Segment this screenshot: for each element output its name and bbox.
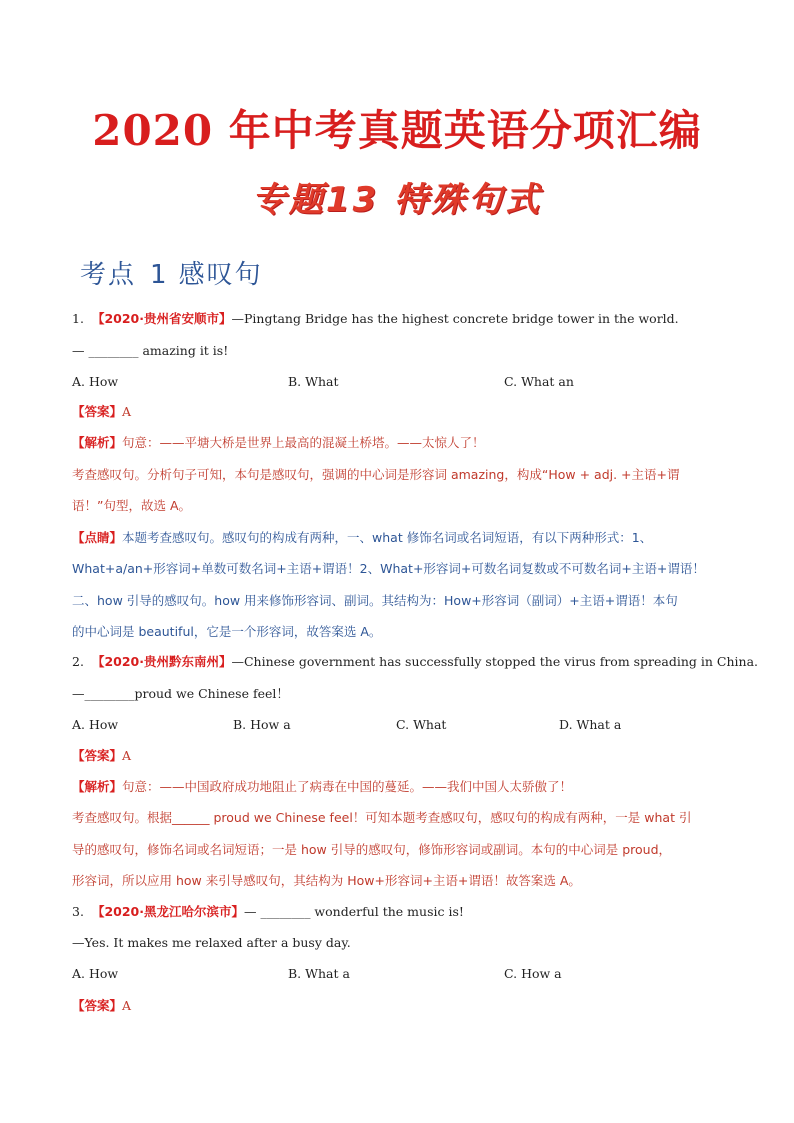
- question-2-reply: —________proud we Chinese feel！: [72, 686, 289, 701]
- question-1-point-line3: 二、how 引导的感叹句。how 用来修饰形容词、副词。其结构为：How+形容词（副词）+主语+谓语！本句: [72, 593, 678, 608]
- question-3-reply: —Yes. It makes me relaxed after a busy day.: [72, 935, 351, 950]
- question-1-analysis-line3: 语！”句型，故选 A。: [72, 498, 192, 513]
- question-2-option-d: D. What a: [559, 717, 622, 732]
- question-2-source: 【2020·贵州黔东南州】: [91, 654, 232, 669]
- question-2-option-c: C. What: [396, 717, 447, 732]
- question-1-point-line2: What+a/an+形容词+单数可数名词+主语+谓语！2、What+形容词+可数名词复数或不可数名词+主语+谓语！: [72, 561, 705, 576]
- question-2-analysis-line3: 导的感叹句，修饰名词或名词短语；一是 how 引导的感叹句，修饰形容词或副词。本句的中心词是 proud，: [72, 842, 672, 857]
- question-3-stem: 3. 【2020·黑龙江哈尔滨市】— ________ wonderful the music is!: [72, 904, 464, 919]
- question-1-point-line4: 的中心词是 beautiful，它是一个形容词，故答案选 A。: [72, 624, 382, 639]
- question-2-analysis-line2: 考查感叹句。根据______ proud we Chinese feel！可知本题考查感叹句，感叹句的构成有两种，一是 what 引: [72, 810, 692, 825]
- question-3-source: 【2020·黑龙江哈尔滨市】: [91, 904, 244, 919]
- question-2-analysis-line4: 形容词，所以应用 how 来引导感叹句，其结构为 How+形容词+主语+谓语！故答案选 A。: [72, 873, 581, 888]
- question-1-stem: 1. 【2020·贵州省安顺市】—Pingtang Bridge has the highest concrete bridge tower in the world.: [72, 311, 679, 326]
- section-heading: [80, 254, 263, 291]
- question-1-reply: — ________ amazing it is!: [72, 343, 229, 358]
- question-2-stem: 2. 【2020·贵州黔东南州】—Chinese government has successfully stopped the virus from spreading in China.: [72, 654, 759, 669]
- question-3-answer: 【答案】A: [72, 998, 132, 1013]
- question-3-option-b: B. What a: [288, 966, 350, 981]
- section-name: 感叹句: [178, 260, 263, 290]
- question-1-option-a: A. How: [72, 374, 119, 389]
- question-2-analysis: 【解析】句意：——中国政府成功地阻止了病毒在中国的蔓延。——我们中国人太骄傲了！: [72, 779, 573, 794]
- page-subtitle: 专题13 特殊句式: [251, 180, 543, 220]
- question-3-option-a: A. How: [72, 966, 119, 981]
- question-1-source: 【2020·贵州省安顺市】: [91, 311, 232, 326]
- section-number: 1: [150, 260, 169, 290]
- question-1-analysis: 【解析】句意：——平塘大桥是世界上最高的混凝土桥塔。——太惊人了！: [72, 435, 485, 450]
- question-2-option-b: B. How a: [233, 717, 291, 732]
- question-1-option-c: C. What an: [504, 374, 574, 389]
- question-1-answer: 【答案】A: [72, 404, 132, 419]
- question-2-answer: 【答案】A: [72, 748, 132, 763]
- section-label: 考点: [80, 260, 137, 290]
- question-1-analysis-line2: 考查感叹句。分析句子可知，本句是感叹句，强调的中心词是形容词 amazing，构成“How + adj. +主语+谓: [72, 467, 680, 482]
- question-3-option-c: C. How a: [504, 966, 562, 981]
- page-title: 2020 年中考真题英语分项汇编: [92, 106, 702, 155]
- question-1-option-b: B. What: [288, 374, 339, 389]
- question-1-point: 【点睛】本题考查感叹句。感叹句的构成有两种，一、what 修饰名词或名词短语，有以下两种形式：1、: [72, 530, 653, 545]
- question-2-option-a: A. How: [72, 717, 119, 732]
